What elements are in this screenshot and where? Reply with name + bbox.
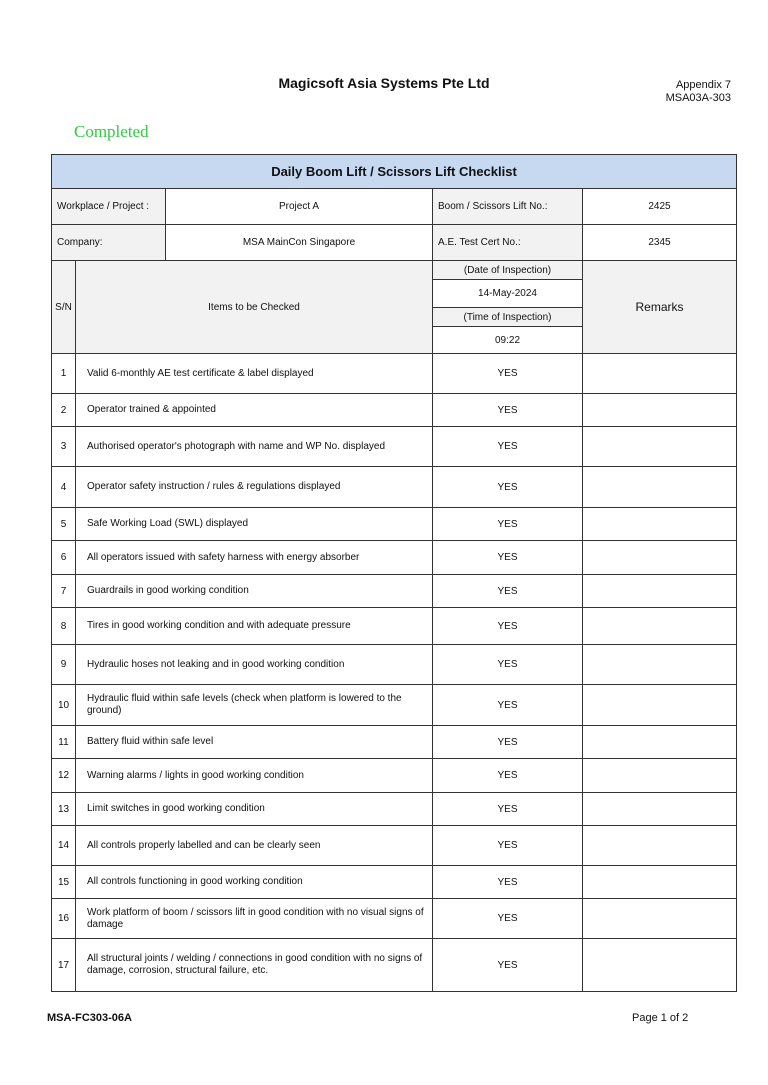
row-result: YES (433, 508, 583, 541)
row-sn: 11 (52, 726, 76, 759)
row-result: YES (433, 899, 583, 939)
page-number: Page 1 of 2 (632, 1012, 689, 1024)
appendix-label: Appendix 7 (675, 79, 731, 91)
appendix-block (666, 79, 731, 105)
row-item-text: Operator safety instruction / rules & regulations displayed (76, 467, 433, 508)
row-item-text: Authorised operator's photograph with name and WP No. displayed (76, 427, 433, 467)
row-item-text: Warning alarms / lights in good working condition (76, 759, 433, 793)
row-result: YES (433, 939, 583, 992)
row-remark (583, 685, 737, 726)
checklist-title: Daily Boom Lift / Scissors Lift Checklist (52, 155, 737, 189)
row-sn: 2 (52, 394, 76, 427)
checklist-row (52, 866, 737, 899)
company-name: Magicsoft Asia Systems Pte Ltd (278, 75, 490, 91)
date-value: 14-May-2024 (433, 280, 583, 308)
row-remark (583, 394, 737, 427)
row-sn: 14 (52, 826, 76, 866)
company-label: Company: (52, 225, 166, 261)
row-sn: 4 (52, 467, 76, 508)
row-sn: 6 (52, 541, 76, 575)
row-remark (583, 645, 737, 685)
column-header-items: Items to be Checked (76, 261, 433, 354)
row-result: YES (433, 645, 583, 685)
row-item-text: All controls functioning in good working condition (76, 866, 433, 899)
row-item-text: Safe Working Load (SWL) displayed (76, 508, 433, 541)
row-remark (583, 508, 737, 541)
row-remark (583, 575, 737, 608)
checklist-row (52, 467, 737, 508)
row-result: YES (433, 759, 583, 793)
row-item-text: Valid 6-monthly AE test certificate & label displayed (76, 354, 433, 394)
time-value: 09:22 (433, 327, 583, 354)
doc-reference: MSA03A-303 (665, 92, 731, 104)
checklist-row (52, 726, 737, 759)
status-label: Completed (74, 122, 149, 141)
checklist-row (52, 508, 737, 541)
row-sn: 17 (52, 939, 76, 992)
checklist-row (52, 826, 737, 866)
row-result: YES (433, 685, 583, 726)
row-sn: 1 (52, 354, 76, 394)
row-result: YES (433, 541, 583, 575)
row-remark (583, 939, 737, 992)
checklist-row (52, 685, 737, 726)
cert-value: 2345 (583, 225, 737, 261)
checklist-row (52, 394, 737, 427)
checklist-table (51, 154, 737, 992)
row-item-text: All structural joints / welding / connections in good condition with no signs of damage, corrosion, structural failure, etc. (76, 939, 433, 992)
checklist-row (52, 608, 737, 645)
row-remark (583, 726, 737, 759)
row-remark (583, 793, 737, 826)
cert-label: A.E. Test Cert No.: (433, 225, 583, 261)
row-remark (583, 354, 737, 394)
time-label: (Time of Inspection) (433, 308, 583, 327)
row-item-text: Operator trained & appointed (76, 394, 433, 427)
checklist-row (52, 354, 737, 394)
company-value: MSA MainCon Singapore (166, 225, 433, 261)
checklist-row (52, 541, 737, 575)
column-header-remarks: Remarks (583, 261, 737, 354)
row-result: YES (433, 394, 583, 427)
row-remark (583, 467, 737, 508)
row-result: YES (433, 427, 583, 467)
workplace-label: Workplace / Project : (52, 189, 166, 225)
date-label: (Date of Inspection) (433, 261, 583, 280)
row-sn: 10 (52, 685, 76, 726)
row-sn: 7 (52, 575, 76, 608)
checklist-row (52, 575, 737, 608)
row-result: YES (433, 575, 583, 608)
row-remark (583, 541, 737, 575)
row-remark (583, 427, 737, 467)
checklist-row (52, 899, 737, 939)
row-result: YES (433, 354, 583, 394)
checklist-row (52, 759, 737, 793)
row-result: YES (433, 826, 583, 866)
column-header-sn: S/N (52, 261, 76, 354)
checklist-row (52, 645, 737, 685)
checklist-row (52, 939, 737, 992)
row-item-text: Hydraulic fluid within safe levels (check when platform is lowered to the ground) (76, 685, 433, 726)
lift-no-label: Boom / Scissors Lift No.: (433, 189, 583, 225)
row-sn: 16 (52, 899, 76, 939)
form-code: MSA-FC303-06A (47, 1012, 132, 1024)
row-sn: 15 (52, 866, 76, 899)
row-item-text: Tires in good working condition and with adequate pressure (76, 608, 433, 645)
row-remark (583, 608, 737, 645)
row-result: YES (433, 793, 583, 826)
row-result: YES (433, 726, 583, 759)
row-item-text: Battery fluid within safe level (76, 726, 433, 759)
row-result: YES (433, 467, 583, 508)
checklist-row (52, 793, 737, 826)
workplace-value: Project A (166, 189, 433, 225)
row-sn: 8 (52, 608, 76, 645)
row-result: YES (433, 608, 583, 645)
row-remark (583, 866, 737, 899)
row-remark (583, 899, 737, 939)
row-sn: 12 (52, 759, 76, 793)
row-sn: 5 (52, 508, 76, 541)
lift-no-value: 2425 (583, 189, 737, 225)
row-remark (583, 826, 737, 866)
checklist-row (52, 427, 737, 467)
row-item-text: All controls properly labelled and can be clearly seen (76, 826, 433, 866)
row-item-text: Guardrails in good working condition (76, 575, 433, 608)
row-item-text: Hydraulic hoses not leaking and in good working condition (76, 645, 433, 685)
row-remark (583, 759, 737, 793)
row-sn: 3 (52, 427, 76, 467)
row-result: YES (433, 866, 583, 899)
row-item-text: Limit switches in good working condition (76, 793, 433, 826)
row-sn: 13 (52, 793, 76, 826)
row-item-text: All operators issued with safety harness with energy absorber (76, 541, 433, 575)
row-sn: 9 (52, 645, 76, 685)
row-item-text: Work platform of boom / scissors lift in good condition with no visual signs of damage (76, 899, 433, 939)
